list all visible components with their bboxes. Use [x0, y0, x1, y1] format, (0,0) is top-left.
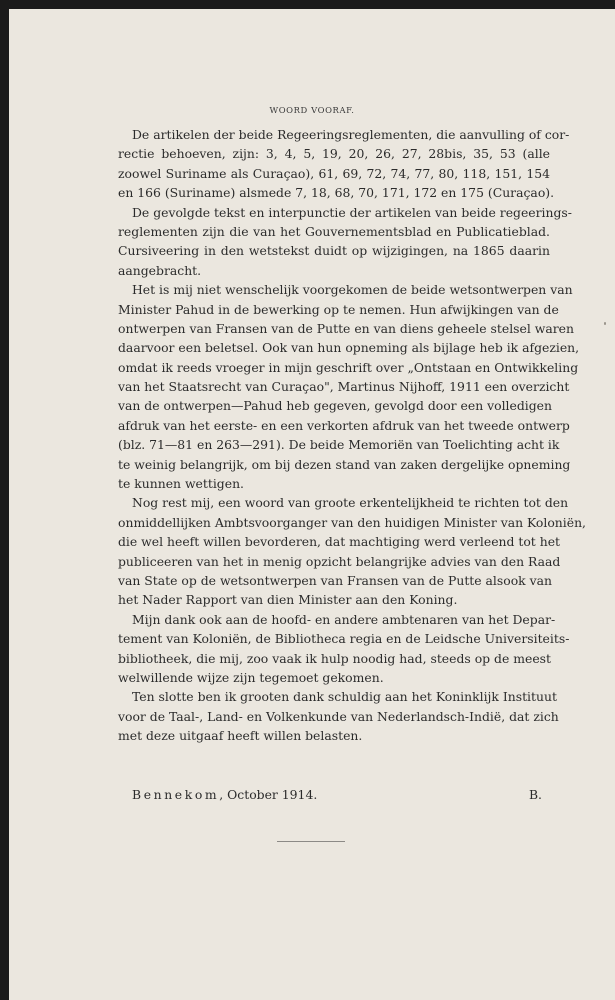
text-line: publiceeren van het in menig opzicht belangrijke advies van den Raad [118, 553, 561, 569]
text-line: van de ontwerpen—Pahud heb gegeven, gevolgd door een volledigen [118, 398, 552, 414]
text-line: te kunnen wettigen. [118, 476, 244, 492]
signature-initial: B. [528, 787, 542, 802]
text-line: De artikelen der beide Regeeringsreglementen, die aanvulling of cor- [132, 127, 570, 142]
foreword-text [118, 125, 586, 746]
text-line: omdat ik reeds vroeger in mijn geschrift over „Ontstaan en Ontwikkeling [118, 359, 579, 375]
text-line: Cursiveering in den wetstekst duidt op wijzigingen, na 1865 daarin [118, 243, 550, 259]
text-line: te weinig belangrijk, om bij dezen stand van zaken dergelijke opneming [118, 456, 571, 472]
text-line: welwillende wijze zijn tegemoet gekomen. [118, 669, 384, 685]
text-line: zoowel Suriname als Curaçao), 61, 69, 72, 74, 77, 80, 118, 151, 154 [118, 165, 550, 181]
text-line: Minister Pahud in de bewerking op te nemen. Hun afwijkingen van de [118, 301, 559, 317]
text-line: Het is mij niet wenschelijk voorgekomen de beide wetsontwerpen van [132, 282, 573, 298]
text-line: bibliotheek, die mij, zoo vaak ik hulp noodig had, steeds op de meest [118, 650, 551, 666]
paper-speck [604, 322, 606, 325]
end-rule [277, 841, 345, 842]
running-header: WOORD VOORAF. [269, 105, 355, 115]
text-line: rectie behoeven, zijn: 3, 4, 5, 19, 20, 26, 27, 28bis, 35, 53 (alle [118, 146, 550, 162]
text-line: van State op de wetsontwerpen van Fransen van de Putte alsook van [118, 572, 552, 588]
text-line: het Nader Rapport van dien Minister aan den Koning. [118, 592, 458, 608]
text-line: reglementen zijn die van het Gouvernementsblad en Publicatieblad. [118, 223, 550, 239]
text-line: voor de Taal-, Land- en Volkenkunde van Nederlandsch-Indië, dat zich [118, 708, 559, 724]
text-line: onmiddellijken Ambtsvoorganger van den huidigen Minister van Koloniën, [118, 514, 586, 530]
text-line: afdruk van het eerste- en een verkorten afdruk van het tweede ontwerp [118, 417, 570, 433]
signature-line [132, 787, 542, 802]
text-line: Nog rest mij, een woord van groote erkentelijkheid te richten tot den [132, 495, 569, 511]
text-line: die wel heeft willen bevorderen, dat machtiging werd verleend tot het [118, 534, 561, 550]
text-line: Mijn dank ook aan de hoofd- en andere ambtenaren van het Depar- [132, 611, 556, 627]
text-line: tement van Koloniën, de Bibliotheca regia en de Leidsche Universiteits- [118, 631, 570, 647]
text-line: De gevolgde tekst en interpunctie der artikelen van beide regeerings- [132, 204, 572, 220]
text-line: met deze uitgaaf heeft willen belasten. [118, 728, 363, 744]
signature-place: Bennekom [132, 787, 220, 802]
text-line: aangebracht. [118, 262, 202, 278]
signature-date: , October 1914. [219, 787, 318, 802]
book-page [9, 9, 615, 1000]
text-line: Ten slotte ben ik grooten dank schuldig aan het Koninklijk Instituut [132, 689, 557, 705]
text-line: van het Staatsrecht van Curaçao", Martinus Nijhoff, 1911 een overzicht [118, 379, 570, 395]
text-line: en 166 (Suriname) alsmede 7, 18, 68, 70, 171, 172 en 175 (Curaçao). [118, 185, 555, 201]
text-line: daarvoor een beletsel. Ook van hun opneming als bijlage heb ik afgezien, [118, 340, 580, 356]
text-line: (blz. 71—81 en 263—291). De beide Memoriën van Toelichting acht ik [118, 437, 560, 453]
text-line: ontwerpen van Fransen van de Putte en van diens geheele stelsel waren [118, 320, 574, 336]
